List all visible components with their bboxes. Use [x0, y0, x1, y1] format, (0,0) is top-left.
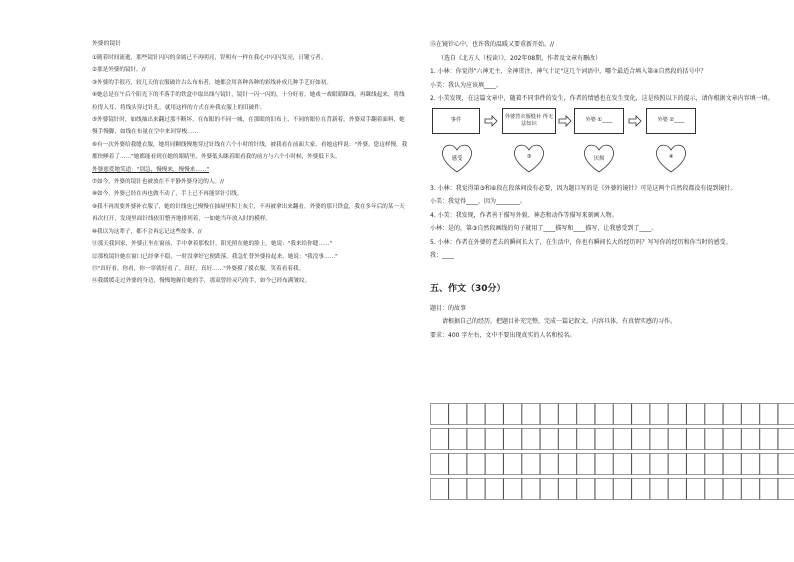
grid-cell[interactable] — [668, 404, 686, 425]
grid-cell[interactable] — [687, 454, 705, 475]
question-2: 2. 小美发现，在这篇文章中，随着不同事件的发生，作者的情感也在发生变化，这是按照以下的提示，请你根据文章内容填一填。 — [430, 95, 774, 102]
grid-cell[interactable] — [595, 404, 613, 425]
essay-instruction: 请根据自己的经历，把题目补充完整，完成一篇记叙文，内容具体，有真情实感的习作。 — [442, 318, 677, 325]
grid-cell[interactable] — [449, 429, 467, 450]
right-arrow-icon — [628, 114, 642, 128]
grid-cell[interactable] — [485, 429, 503, 450]
grid-cell[interactable] — [778, 429, 794, 450]
grid-cell[interactable] — [760, 479, 778, 500]
heart-label: ③ — [526, 153, 532, 160]
grid-cell[interactable] — [614, 454, 632, 475]
heart-feeling — [440, 141, 474, 175]
question-5: 5. 小林：作者在外婆的老去的瞬间长大了，在生活中，你也有瞬间长大的经历吗？写写你的经历和你当时的感受。 — [430, 238, 732, 246]
passage-paragraph: ⑦如今，外婆的镜针也被放在不平静外婆身边的人。// — [92, 179, 224, 186]
grid-cell[interactable] — [705, 479, 723, 500]
source-note: （选自《北方人（校读）》，202年08期，作者及文章有删改） — [438, 54, 602, 62]
grid-cell[interactable] — [504, 454, 522, 475]
grid-cell[interactable] — [650, 454, 668, 475]
grid-cell[interactable] — [467, 404, 485, 425]
grid-cell[interactable] — [760, 454, 778, 475]
grid-cell[interactable] — [687, 404, 705, 425]
grid-cell[interactable] — [485, 404, 503, 425]
grid-cell[interactable] — [778, 404, 794, 425]
passage-paragraph: ⑨我不再需要外婆补衣服了，她的针线也已慢慢在抽屉里积上灰尘，不再被拿出来翻看。外婆的那只铁盒，我在多年后的某一天再次打开，发现里面针线依旧整齐地排列着，一如她当年放入时的模样。 — [92, 203, 405, 223]
questions-panel — [430, 38, 794, 342]
grid-cell[interactable] — [559, 479, 577, 500]
answer-3: 小美：我觉得____，因为________。 — [430, 198, 527, 205]
grid-cell[interactable] — [485, 479, 503, 500]
heart-label: 厌烦 — [593, 155, 605, 162]
passage-paragraph: ⑥有一次外婆给我缝衣服，她用同颗线慢地穿过针线在六个小时的针线，被我看在前面大家，看她这样说："外婆，您这样慢，我都快睡着了……"她都能看到在她的眼睛里，外婆低头眯着眼看我的前方与六个小时候，外婆低下头。 — [92, 141, 408, 161]
grid-cell[interactable] — [742, 454, 760, 475]
grid-cell[interactable] — [431, 429, 449, 450]
grid-cell[interactable] — [595, 454, 613, 475]
grid-cell[interactable] — [723, 454, 741, 475]
grid-cell[interactable] — [632, 429, 650, 450]
passage-paragraph: ⑫那枚镜针她在窗口已经拿不稳，一时没拿好它便跌落。我急忙替外婆捡起来，她说："我没事……" — [92, 253, 338, 260]
grid-cell[interactable] — [449, 404, 467, 425]
grid-cell[interactable] — [559, 404, 577, 425]
passage-paragraph: ⑧如今，外婆已经在再也做不动了，手上已不再能穿针引线。 — [92, 191, 243, 198]
right-arrow-icon — [484, 114, 498, 128]
passage-title: 外婆的镜针 — [92, 41, 121, 47]
question-4: 4. 小美：我发现，作者善于描写外貌、神态和动作等描写来刻画人物。 — [430, 211, 618, 219]
right-arrow-icon — [558, 114, 572, 128]
grid-cell[interactable] — [467, 454, 485, 475]
grid-cell[interactable] — [650, 404, 668, 425]
grid-cell[interactable] — [522, 479, 540, 500]
heart-label: ④ — [668, 153, 674, 160]
grid-cell[interactable] — [522, 429, 540, 450]
passage-paragraph: ⑪那天我回家，外婆正坐在窗前，手中拿着那枚针，阳光照在她的脸上。她说："我来给你缝……" — [92, 241, 333, 248]
grid-cell[interactable] — [632, 479, 650, 500]
grid-cell[interactable] — [449, 479, 467, 500]
heart-blank-4 — [654, 141, 688, 175]
grid-cell[interactable] — [431, 404, 449, 425]
grid-cell[interactable] — [577, 479, 595, 500]
grid-cell[interactable] — [614, 479, 632, 500]
grid-cell[interactable] — [650, 429, 668, 450]
grid-cell[interactable] — [778, 479, 794, 500]
grid-cell[interactable] — [687, 479, 705, 500]
grid-cell[interactable] — [540, 429, 558, 450]
writing-grid[interactable] — [430, 403, 794, 503]
passage-paragraph: ①随着时间流逝，那些镜针闪闪的金属已不再明亮，锃明有一样在我心中闪闪发亮，日键亏者。 — [92, 55, 327, 61]
grid-cell[interactable] — [632, 454, 650, 475]
grid-cell[interactable] — [614, 404, 632, 425]
grid-cell[interactable] — [540, 454, 558, 475]
grid-cell[interactable] — [467, 429, 485, 450]
grid-cell[interactable] — [723, 479, 741, 500]
grid-cell[interactable] — [668, 429, 686, 450]
passage-paragraph: ⑬"真好看，你看，你一穿就好看了。真好，真好……"外婆摸了摸衣服，笑着看着我。 — [92, 265, 305, 272]
grid-cell[interactable] — [687, 429, 705, 450]
grid-cell[interactable] — [559, 429, 577, 450]
grid-cell[interactable] — [723, 404, 741, 425]
grid-cell[interactable] — [595, 429, 613, 450]
grid-cell[interactable] — [540, 404, 558, 425]
answer-5: 我：____ — [430, 252, 455, 259]
essay-topic: 题目：的故事 — [430, 304, 467, 312]
grid-cell[interactable] — [485, 454, 503, 475]
passage-paragraph: ⑤外婆镜针时，如线抽出来翻过那不断坏，在布眼的不同一城，在那眼的旧布上，不同的眼位在背新着，外婆双手翻着面料，她慢手慢脚，如线在布量在空中来回穿梭…… — [92, 117, 405, 136]
grid-cell[interactable] — [522, 404, 540, 425]
grid-cell[interactable] — [668, 454, 686, 475]
grid-cell[interactable] — [705, 429, 723, 450]
grid-cell[interactable] — [577, 404, 595, 425]
step3-box: 外婆 ②____ — [646, 108, 696, 134]
grid-cell[interactable] — [778, 454, 794, 475]
passage-paragraph: ③外婆的手很巧，较几天的衣服破许古么布布者，她都会用各种各种的彩线补成几种手艺好如初。 — [92, 79, 332, 86]
grid-cell[interactable] — [668, 479, 686, 500]
passage-ending: ⑮在镜针心中，也许我的温暖又要重新开始。// — [430, 41, 555, 48]
heart-blank-3 — [512, 141, 546, 175]
grid-cell[interactable] — [650, 479, 668, 500]
grid-cell[interactable] — [723, 429, 741, 450]
grid-cell[interactable] — [431, 454, 449, 475]
underlined-sentence: 外婆慈爱地笑道："别急，慢慢来，慢慢来……" — [92, 166, 210, 173]
question-3: 3. 小林：我觉得第③和⑥段在段落间没有必要，因为题目写的是《外婆的镜针》可是这两个自然段都没有提到镜针。 — [430, 184, 737, 192]
event-box: 事件 — [432, 108, 480, 134]
grid-cell[interactable] — [504, 429, 522, 450]
grid-cell[interactable] — [760, 404, 778, 425]
grid-cell[interactable] — [742, 429, 760, 450]
grid-cell[interactable] — [540, 479, 558, 500]
grid-cell[interactable] — [449, 454, 467, 475]
reading-passage — [92, 38, 410, 288]
grid-cell[interactable] — [705, 454, 723, 475]
essay-requirement: 要求：400 字左右，文中不要出现真实的人名和校名。 — [430, 331, 576, 339]
step2-box: 外婆 ①____ — [574, 108, 624, 134]
grid-cell[interactable] — [760, 429, 778, 450]
question-1: 1. 小林：你觉得"六神无主、全神贯注、神气十足"这几个词语中，哪个最适合填入第④自然段的括号中？ — [430, 68, 707, 75]
grid-cell[interactable] — [504, 404, 522, 425]
grid-cell[interactable] — [577, 429, 595, 450]
answer-4: 小林：是的，第③自然段画线的句子就用了____描写和____描写，让我感受到了____。 — [430, 225, 658, 232]
grid-cell[interactable] — [559, 454, 577, 475]
grid-cell[interactable] — [522, 454, 540, 475]
passage-paragraph: ⑭我缓缓走过外婆的身边，慢慢地握住她的手，那双曾经灵巧的手，如今已经布满皱纹。 — [92, 278, 311, 285]
grid-cell[interactable] — [504, 479, 522, 500]
heart-label: 感受 — [451, 155, 463, 162]
grid-cell[interactable] — [614, 429, 632, 450]
section-heading: 五、作文（30分） — [430, 283, 506, 294]
grid-cell[interactable] — [595, 479, 613, 500]
heart-annoyed — [582, 141, 616, 175]
grid-cell[interactable] — [467, 479, 485, 500]
grid-cell[interactable] — [431, 479, 449, 500]
step1-box: 外婆替衣服缝补 得无法知识 — [502, 108, 556, 134]
grid-cell[interactable] — [742, 479, 760, 500]
emotion-flow-diagram — [430, 108, 794, 178]
answer-1: 小美：我认为应该填____。 — [430, 81, 503, 89]
grid-cell[interactable] — [632, 404, 650, 425]
grid-cell[interactable] — [577, 454, 595, 475]
grid-cell[interactable] — [705, 404, 723, 425]
passage-paragraph: ②那是外婆的镜针。// — [92, 67, 146, 74]
passage-paragraph: ⑩我以为这辈子，都不会再忘记这些故事。// — [92, 228, 202, 235]
passage-paragraph: ④她总是在午后个阳光下的半落手的铁盒中取出线与镜针，镜针一闪一闪的，十分好看。她戏一戏眼睛眯线，再眯线起来，将线拉得入耳，将线头穿过针孔，就用这样的方式在补我衣服上的旧破件。 — [92, 92, 405, 111]
grid-cell[interactable] — [742, 404, 760, 425]
